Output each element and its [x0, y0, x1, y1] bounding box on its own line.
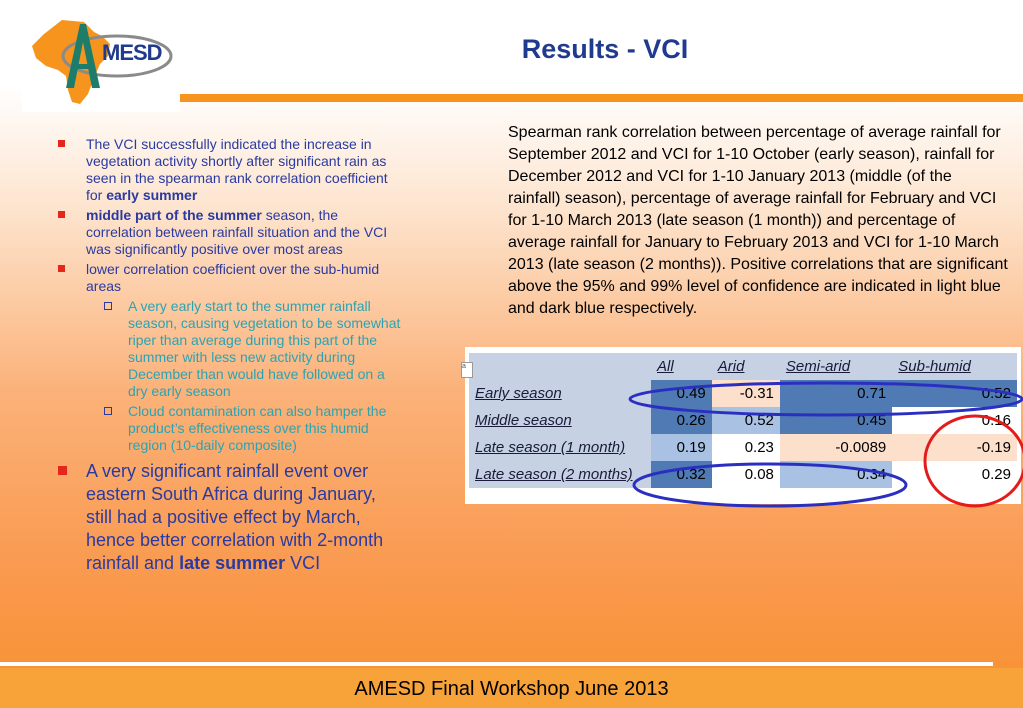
table-cell: -0.19 — [892, 434, 1017, 461]
sub-bullet-1-text: A very early start to the summer rainfall season, causing vegetation to be somewhat riper than average during this part of the summer with less new activity during December than would have followed on a dry early season — [128, 298, 401, 399]
table-cell: 0.19 — [651, 434, 712, 461]
footer-divider — [0, 662, 993, 666]
bullet-1-bold: early summer — [106, 187, 198, 203]
col-header-semi-arid: Semi-arid — [780, 353, 892, 380]
table-row — [469, 380, 1017, 407]
table-cell: -0.0089 — [780, 434, 892, 461]
bullet-2-text: season, the correlation between rainfall situation and the VCI was significantly positive over most areas — [86, 207, 388, 257]
col-header-arid: Arid — [712, 353, 780, 380]
row-label: Middle season — [469, 407, 651, 434]
table-corner-cell — [469, 353, 651, 380]
sub-bullet-2 — [56, 403, 406, 454]
bullet-4-text: A very significant rainfall event over eastern South Africa during January, still had a positive effect by March, hence better correlation with 2-month rainfall and — [86, 461, 384, 573]
bullet-list — [56, 136, 406, 575]
table-cell: 0.29 — [892, 461, 1017, 488]
bullet-square-icon — [58, 466, 67, 475]
bullet-item-3 — [56, 261, 406, 295]
row-label: Late season (2 months) — [469, 461, 651, 488]
hollow-square-icon — [104, 302, 112, 310]
table-cell: 0.23 — [712, 434, 780, 461]
correlation-table — [469, 353, 1017, 488]
row-label: Late season (1 month) — [469, 434, 651, 461]
table-cell: 0.34 — [780, 461, 892, 488]
table-row — [469, 407, 1017, 434]
bullet-4-bold: late summer — [179, 553, 286, 573]
table-cell: 0.49 — [651, 380, 712, 407]
bullet-item-4 — [56, 460, 406, 575]
table-cell: 0.16 — [892, 407, 1017, 434]
header-divider — [180, 94, 1023, 102]
table-tag — [461, 362, 473, 378]
table-row — [469, 461, 1017, 488]
table-cell: 0.08 — [712, 461, 780, 488]
table-row — [469, 434, 1017, 461]
table-cell: 0.52 — [712, 407, 780, 434]
bullet-square-icon — [58, 211, 65, 218]
table-cell: 0.45 — [780, 407, 892, 434]
sub-bullet-2-text: Cloud contamination can also hamper the product’s effectiveness over this humid region (10-daily composite) — [128, 403, 387, 453]
table-cell: 0.26 — [651, 407, 712, 434]
bullet-1-text: The VCI successfully indicated the increase in vegetation activity shortly after significant rain as seen in the spearman rank correlation coefficient for — [86, 136, 388, 203]
bullet-square-icon — [58, 265, 65, 272]
bullet-3-text: lower correlation coefficient over the sub-humid areas — [86, 261, 380, 294]
table-header-row — [469, 353, 1017, 380]
table-cell: 0.52 — [892, 380, 1017, 407]
amesd-logo — [22, 14, 180, 112]
logo-text: MESD — [102, 40, 162, 65]
correlation-table-panel — [465, 347, 1021, 504]
bullet-4-tail: VCI — [285, 553, 321, 573]
page-title: Results - VCI — [521, 34, 689, 64]
table-description: Spearman rank correlation between percentage of average rainfall for September 2012 and VCI for 1-10 October (early season), rainfall for December 2012 and VCI for 1-10 January 2013 (middle (of the rainfall) season), percentage of average rainfall for February and VCI for 1-10 March 2013 (late season (1 month)) and percentage of average rainfall for January to February 2013 and VCI for 1-10 March 2013 (late season (2 months)). Positive correlations that are significant above the 95% and 99% level of confidence are indicated in light blue and dark blue respectively. — [508, 124, 1008, 317]
bullet-square-icon — [58, 140, 65, 147]
table-cell: 0.32 — [651, 461, 712, 488]
bullet-item-1 — [56, 136, 406, 204]
table-cell: 0.71 — [780, 380, 892, 407]
table-cell: -0.31 — [712, 380, 780, 407]
col-header-all: All — [651, 353, 712, 380]
bullet-item-2 — [56, 207, 406, 258]
col-header-sub-humid: Sub-humid — [892, 353, 1017, 380]
row-label: Early season — [469, 380, 651, 407]
table-tag-text: a — [462, 363, 466, 370]
bullet-2-bold: middle part of the summer — [86, 207, 262, 223]
sub-bullet-1 — [56, 298, 406, 400]
hollow-square-icon — [104, 407, 112, 415]
footer-text: AMESD Final Workshop June 2013 — [354, 678, 669, 700]
